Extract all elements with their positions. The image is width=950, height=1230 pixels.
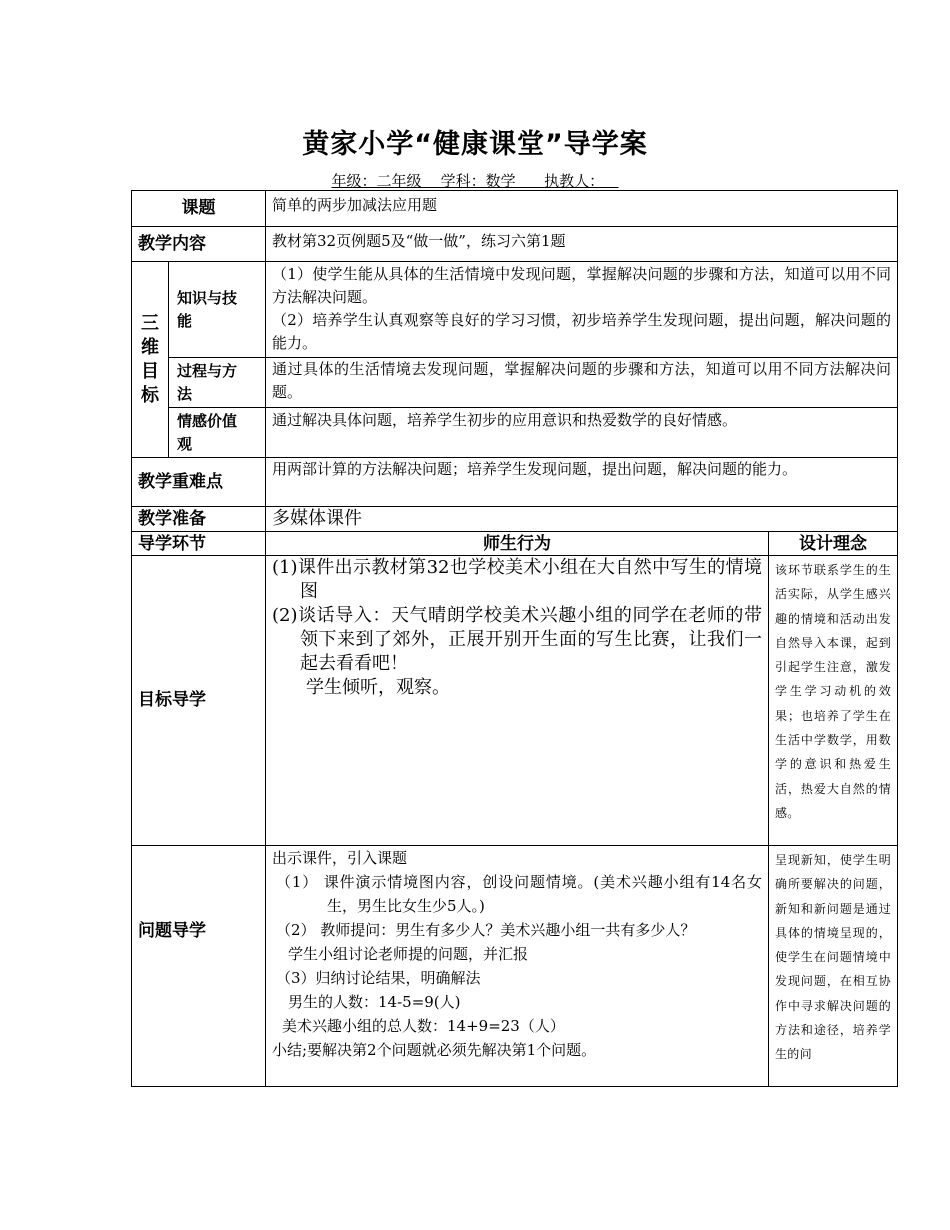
topic-row [132,191,898,227]
knowledge-row [132,262,898,358]
process-row [132,358,898,408]
content-value: 教材第32页例题5及“做一做”，练习六第1题 [266,227,898,262]
process-value: 通过具体的生活情境去发现问题，掌握解决问题的步骤和方法，知道可以用不同方法解决问题。 [266,358,898,408]
subtitle-text: 年级：二年级 学科：数学 执教人： [331,172,619,190]
column-header-row [132,532,898,556]
stage-goal-label: 目标导学 [132,556,266,846]
emotion-label: 情感价值观 [169,408,266,458]
topic-value: 简单的两步加减法应用题 [266,191,898,227]
process-label: 过程与方法 [169,358,266,408]
knowledge-label: 知识与技能 [169,262,266,358]
keypoint-row [132,458,898,507]
goals-char-3: 目 [141,360,159,382]
content-label: 教学内容 [132,227,266,262]
goals-char-2: 维 [141,336,159,358]
prep-label: 教学准备 [132,507,266,532]
stage-problem-line-7: 美术兴趣小组的总人数：14+9=23（人） [282,1017,565,1035]
three-dimension-goals-label [132,262,169,458]
document-subtitle [0,170,950,191]
col-header-stage: 导学环节 [132,532,266,556]
col-header-action: 师生行为 [266,532,769,556]
content-row [132,227,898,262]
stage-goal-concept: 该环节联系学生的生活实际，从学生感兴趣的情境和活动出发自然导入本课，起到引起学生注意，激发学生学习动机的效果；也培养了学生在生活中学数学，用数学的意识和热爱生活，热爱大自然的情感。 [769,556,898,846]
emotion-value: 通过解决具体问题，培养学生初步的应用意识和热爱数学的良好情感。 [266,408,898,458]
prep-row [132,507,898,532]
stage-problem-line-2: （1） 课件演示情境图内容，创设问题情境。(美术兴趣小组有14名女生，男生比女生少5人。) [276,873,762,915]
stage-problem-line-1: 出示课件，引入课题 [272,849,408,867]
stage-problem-label: 问题导学 [132,846,266,1087]
stage-goal-item-3: 学生倾听，观察。 [306,677,450,698]
keypoint-label: 教学重难点 [132,458,266,507]
stage-goal-row [132,556,898,846]
keypoint-value: 用两部计算的方法解决问题；培养学生发现问题，提出问题，解决问题的能力。 [266,458,898,507]
lesson-plan-table [131,190,898,1087]
knowledge-value [266,262,898,358]
goals-char-4: 标 [141,384,159,406]
knowledge-item-2: （2）培养学生认真观察等良好的学习习惯，初步培养学生发现问题，提出问题，解决问题的能力。 [272,311,892,352]
stage-goal-item-2: (2)谈话导入：天气晴朗学校美术兴趣小组的同学在老师的带领下来到了郊外，正展开别开生面的写生比赛，让我们一起去看看吧！ [272,605,762,674]
stage-goal-actions [266,556,769,846]
document-title: 黄家小学“健康课堂”导学案 [302,129,648,160]
stage-goal-item-1: (1)课件出示教材第32也学校美术小组在大自然中写生的情境图 [272,557,762,602]
col-header-concept: 设计理念 [769,532,898,556]
stage-problem-actions [266,846,769,1087]
stage-problem-line-5: （3）归纳讨论结果，明确解法 [276,969,481,987]
stage-problem-line-4: 学生小组讨论老师提的问题，并汇报 [288,945,529,963]
stage-problem-line-6: 男生的人数：14-5=9(人) [288,993,461,1011]
prep-value: 多媒体课件 [266,507,898,532]
goals-char-1: 三 [141,312,159,334]
emotion-row [132,408,898,458]
stage-problem-line-8: 小结;要解决第2个问题就必须先解决第1个问题。 [272,1041,597,1059]
stage-problem-concept: 呈现新知，使学生明确所要解决的问题，新知和新问题是通过具体的情境呈现的，使学生在问题情境中发现问题，在相互协作中寻求解决问题的方法和途径，培养学生的问 [769,846,898,1087]
stage-problem-line-3: （2） 教师提问：男生有多少人？美术兴趣小组一共有多少人？ [276,921,696,939]
topic-label: 课题 [132,191,266,227]
stage-problem-row [132,846,898,1087]
knowledge-item-1: （1）使学生能从具体的生活情境中发现问题，掌握解决问题的步骤和方法，知道可以用不同方法解决问题。 [272,265,892,306]
